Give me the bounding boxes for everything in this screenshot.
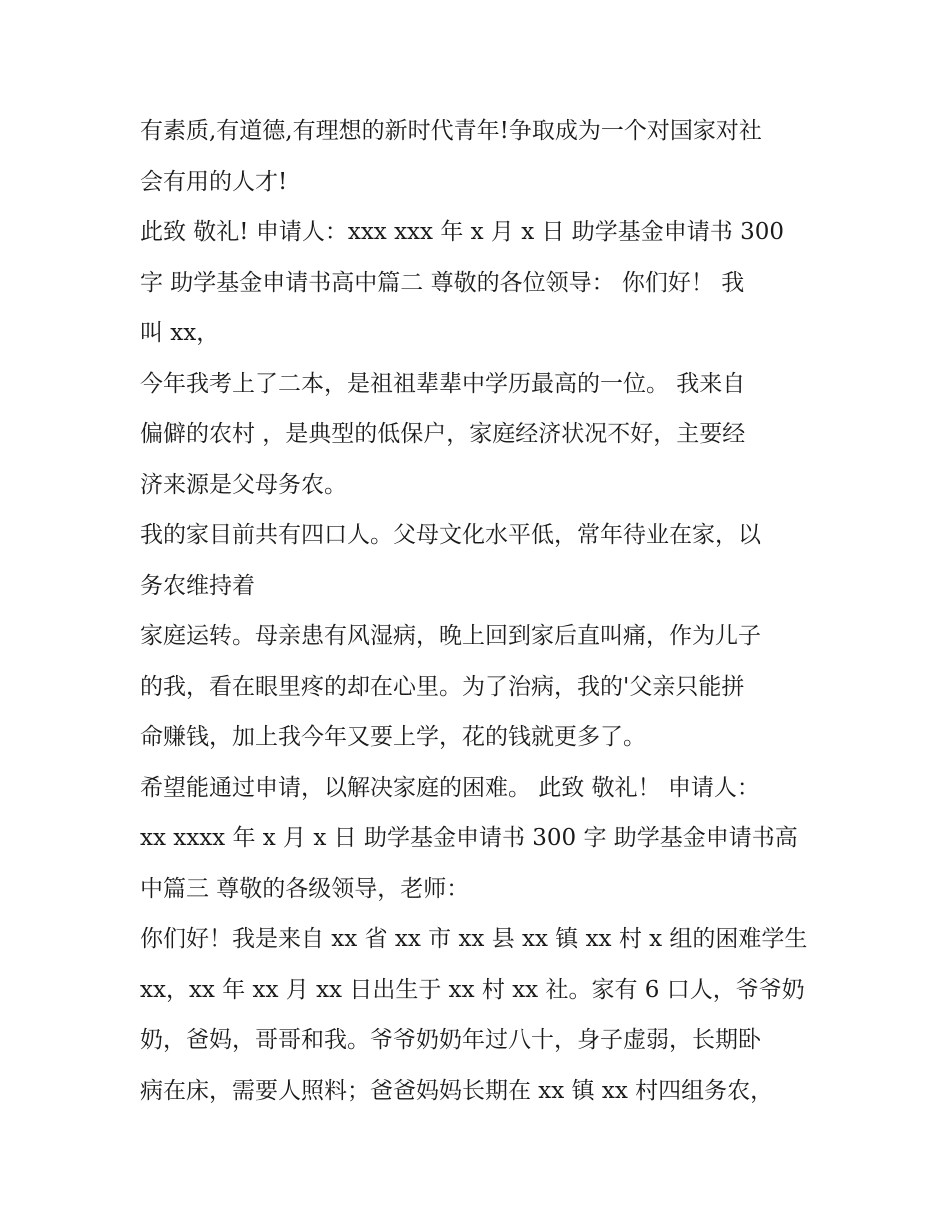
text-line: 病在床，需要人照料；爸爸妈妈长期在 xx 镇 xx 村四组务农， <box>140 1077 774 1104</box>
text-line: 你们好！我是来自 xx 省 xx 市 xx 县 xx 镇 xx 村 x 组的困难学生 <box>140 926 808 952</box>
text-line: 字 助学基金申请书高中篇二 尊敬的各位领导： 你们好！ 我 <box>140 269 745 296</box>
text-line: 务农维持着 <box>140 572 255 599</box>
text-line: 今年我考上了二本，是祖祖辈辈中学历最高的一位。 我来自 <box>140 370 746 397</box>
document-body <box>140 106 820 1116</box>
text-line: 叫 xx， <box>140 320 220 346</box>
text-line: xx xxxx 年 x 月 x 日 助学基金申请书 300 字 助学基金申请书高 <box>140 825 798 851</box>
text-line: 偏僻的农村 ，是典型的低保户，家庭经济状况不好，主要经 <box>140 421 746 447</box>
text-line: 家庭运转。母亲患有风湿病，晚上回到家后直叫痛，作为儿子 <box>140 623 761 649</box>
text-line: 济来源是父母务农。 <box>140 471 347 498</box>
text-line: 会有用的人才! <box>140 168 288 195</box>
text-line: 我的家目前共有四口人。父母文化水平低，常年待业在家，以 <box>140 522 761 548</box>
text-line: 命赚钱，加上我今年又要上学，花的钱就更多了。 <box>140 724 646 750</box>
text-line: 有素质,有道德,有理想的新时代青年!争取成为一个对国家对社 <box>140 118 762 144</box>
text-line: 的我，看在眼里疼的却在心里。为了治病，我的'父亲只能拼 <box>140 673 745 700</box>
text-line: 奶，爸妈，哥哥和我。爷爷奶奶年过八十，身子虚弱，长期卧 <box>140 1027 761 1053</box>
text-line: 此致 敬礼! 申请人：xxx xxx 年 x 月 x 日 助学基金申请书 300 <box>140 219 785 245</box>
text-line: 中篇三 尊敬的各级领导，老师： <box>140 875 470 902</box>
text-line: 希望能通过申请，以解决家庭的困难。 此致 敬礼！ 申请人： <box>140 774 760 801</box>
text-line: xx，xx 年 xx 月 xx 日出生于 xx 村 xx 社。家有 6 口人，爷爷奶 <box>140 976 805 1003</box>
